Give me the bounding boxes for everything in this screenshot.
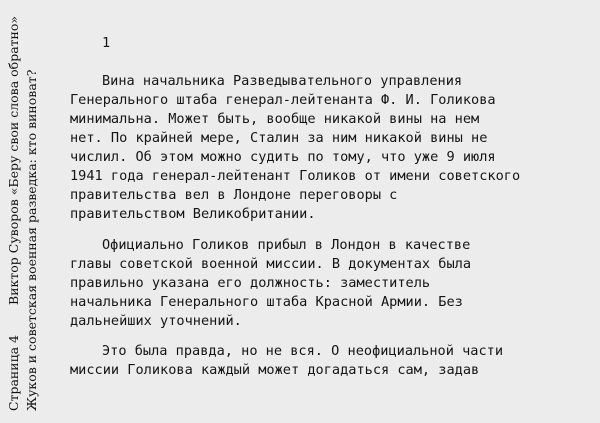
side-margin [0, 0, 58, 423]
paragraph-line: Вина начальника Разведывательного управления [102, 73, 463, 89]
side-header-line-2 [24, 70, 40, 411]
paragraph-line: Это была правда, но не вся. О неофициальной части [102, 343, 504, 359]
paragraph-line: Генерального штаба генерал-лейтенанта Ф. И. Голикова [70, 92, 496, 108]
paragraph-line: 1941 года генерал-лейтенант Голиков от имени советского [70, 168, 521, 184]
paragraph-line: главы советской военной миссии. В документах была [70, 256, 472, 272]
paragraph-2 [70, 236, 566, 331]
side-book-title: Виктор Суворов «Беру свои слова обратно» [6, 15, 21, 305]
paragraph-line: правильно указана его должность: заместитель [70, 275, 431, 291]
paragraph-line: нет. По крайней мере, Сталин за ним никакой вины не [70, 130, 488, 146]
paragraph-line: Официально Голиков прибыл в Лондон в качестве [102, 237, 471, 253]
side-header [0, 0, 58, 423]
side-header-line-1 [6, 16, 22, 411]
paragraph-line: правительства вел в Лондоне переговоры с [70, 187, 398, 203]
side-page-label: Страница 4 [6, 334, 21, 411]
paragraph-line: начальника Генерального штаба Красной Армии. Без [70, 294, 463, 310]
paragraph-line: правительством Великобритании. [70, 206, 316, 222]
paragraph-3 [70, 342, 566, 380]
paragraph-line: числил. Об этом можно судить по тому, что уже 9 июля [70, 149, 496, 165]
paragraph-line: миссии Голикова каждый может догадаться сам, задав [70, 362, 480, 378]
paragraph-line: минимальна. Может быть, вообще никакой вины на нем [70, 111, 480, 127]
paragraph-line: дальнейших уточнений. [70, 313, 242, 329]
paragraph-1 [70, 72, 566, 224]
side-chapter-title: Жуков и советская военная разведка: кто виноват? [24, 69, 39, 411]
page-number: 1 [102, 35, 111, 51]
